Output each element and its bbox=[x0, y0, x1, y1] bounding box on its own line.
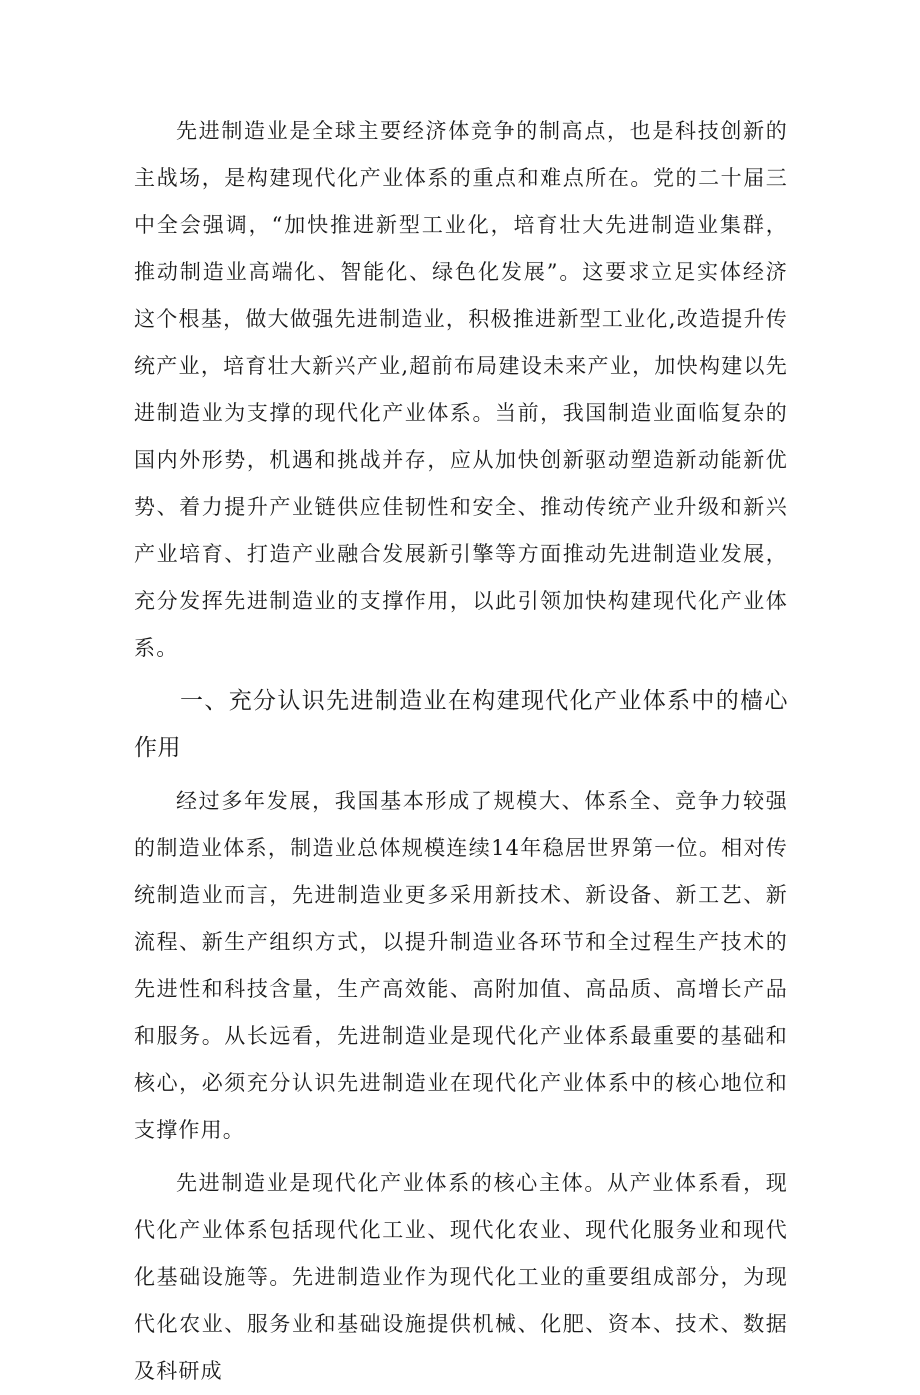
section-paragraph-2: 先进制造业是现代化产业体系的核心主体。从产业体系看，现代化产业体系包括现代化工业、现代化农业、现代化服务业和现代化基础设施等。先进制造业作为现代化工业的重要组成部分，为现代化农业、服务业和基础设施提供机械、化肥、资本、技术、数据及科研成 bbox=[134, 1171, 788, 1383]
section-paragraph-1: 经过多年发展，我国基本形成了规模大、体系全、竞争力较强的制造业体系，制造业总体规模连续14年稳居世界第一位。相对传统制造业而言，先进制造业更多采用新技术、新设备、新工艺、新流程、新生产组织方式，以提升制造业各环节和全过程生产技术的先进性和科技含量，生产高效能、高附加值、高品质、高增长产品和服务。从长远看，先进制造业是现代化产业体系最重要的基础和核心，必须充分认识先进制造业在现代化产业体系中的核心地位和支撑作用。 bbox=[134, 789, 788, 1142]
document-page bbox=[134, 108, 788, 1395]
intro-paragraph: 先进制造业是全球主要经济体竞争的制高点，也是科技创新的主战场，是构建现代化产业体系的重点和难点所在。党的二十届三中全会强调，“加快推进新型工业化，培育壮大先进制造业集群，推动制造业高端化、智能化、绿色化发展”。这要求立足实体经济这个根基，做大做强先进制造业，积极推进新型工业化,改造提升传统产业，培育壮大新兴产业,超前布局建设未来产业，加快构建以先进制造业为支撑的现代化产业体系。当前，我国制造业面临复杂的国内外形势，机遇和挑战并存，应从加快创新驱动塑造新动能新优势、着力提升产业链供应佳韧性和安全、推动传统产业升级和新兴产业培育、打造产业融合发展新引擎等方面推动先进制造业发展，充分发挥先进制造业的支撑作用，以此引领加快构建现代化产业体系。 bbox=[134, 119, 788, 660]
section-heading: 一、充分认识先进制造业在构建现代化产业体系中的樯心作用 bbox=[134, 688, 788, 761]
